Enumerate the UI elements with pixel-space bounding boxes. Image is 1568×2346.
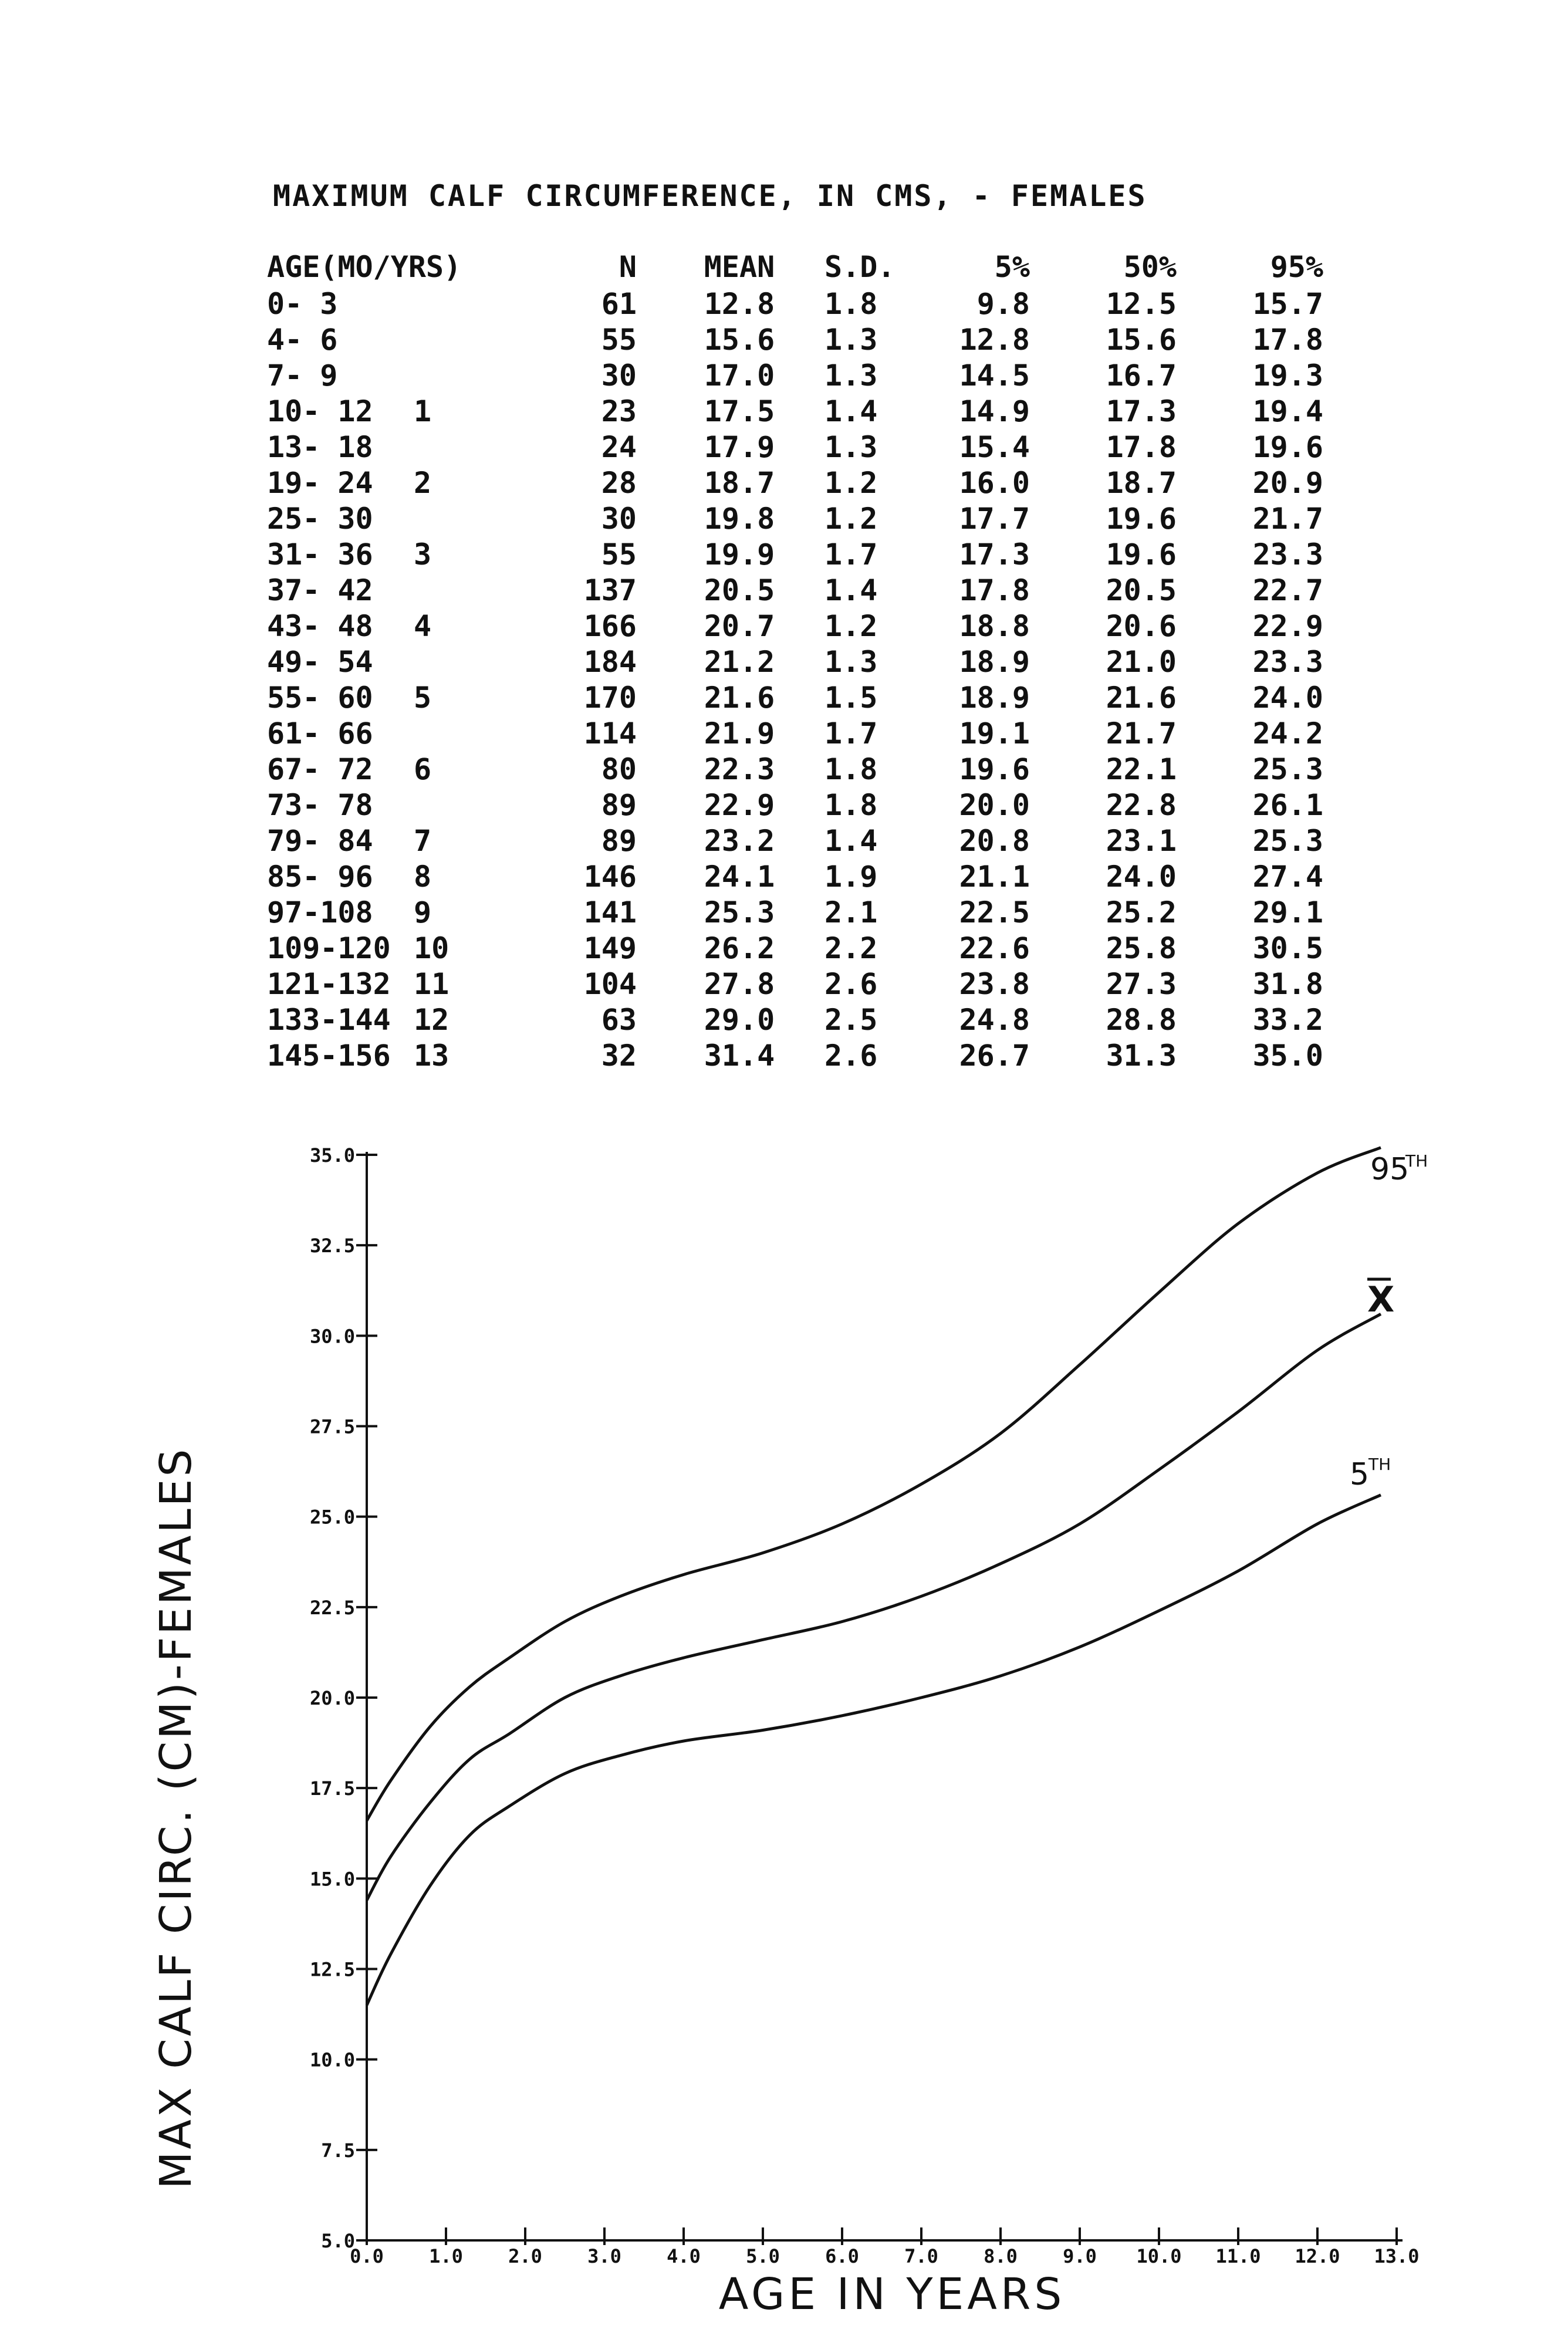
cell-p50: 17.8 [1106,430,1177,464]
y-tick-label: 30.0 [309,1325,355,1348]
y-tick-label: 7.5 [321,2139,355,2162]
x-tick-label: 13.0 [1374,2245,1420,2267]
y-tick-label: 25.0 [309,1506,355,1529]
cell-sd: 1.7 [824,716,878,751]
cell-n: 104 [583,967,637,1001]
cell-p5: 17.8 [959,573,1030,607]
cell-p50: 22.8 [1106,788,1177,822]
age-years: 6 [414,752,432,786]
cell-n: 61 [601,287,637,321]
cell-n: 55 [601,323,637,357]
x-tick-label: 6.0 [825,2245,859,2267]
cell-mean: 22.3 [704,752,775,786]
age-months: 31- 36 [267,538,373,572]
table-title: MAXIMUM CALF CIRCUMFERENCE, IN CMS, - FEMALES [273,179,1147,213]
cell-p50: 19.6 [1106,502,1177,536]
cell-p5: 18.9 [959,645,1030,679]
cell-sd: 2.1 [824,895,878,929]
cell-mean: 21.6 [704,681,775,715]
cell-p95: 24.0 [1252,681,1323,715]
cell-mean: 24.1 [704,860,775,894]
cell-mean: 15.6 [704,323,775,357]
age-months: 109-120 [267,931,391,965]
age-months: 145-156 [267,1039,391,1073]
cell-sd: 1.2 [824,466,878,500]
age-months: 49- 54 [267,645,373,679]
y-tick-label: 20.0 [309,1687,355,1709]
cell-n: 184 [583,645,637,679]
cell-p95: 23.3 [1252,538,1323,572]
age-years: 8 [414,860,432,894]
cell-sd: 1.2 [824,609,878,643]
cell-n: 146 [583,860,637,894]
cell-n: 30 [601,502,637,536]
y-tick-label: 5.0 [321,2230,355,2252]
cell-p50: 23.1 [1106,824,1177,858]
y-tick-label: 22.5 [309,1596,355,1619]
label-95th: 95 [1370,1152,1410,1187]
age-years: 2 [414,466,432,500]
cell-p5: 23.8 [959,967,1030,1001]
age-years: 1 [414,394,432,428]
age-months: 25- 30 [267,502,373,536]
label-95th-suffix: TH [1405,1151,1428,1171]
cell-p50: 21.6 [1106,681,1177,715]
cell-p50: 15.6 [1106,323,1177,357]
cell-n: 28 [601,466,637,500]
y-tick-label: 15.0 [309,1868,355,1891]
cell-n: 23 [601,394,637,428]
cell-p5: 20.0 [959,788,1030,822]
cell-p50: 21.0 [1106,645,1177,679]
age-years: 4 [414,609,432,643]
age-months: 37- 42 [267,573,373,607]
age-years: 11 [414,967,450,1001]
cell-sd: 1.4 [824,573,878,607]
cell-p95: 20.9 [1252,466,1323,500]
x-tick-label: 3.0 [587,2245,621,2267]
age-months: 73- 78 [267,788,373,822]
age-months: 7- 9 [267,359,338,393]
cell-mean: 27.8 [704,967,775,1001]
cell-p5: 21.1 [959,860,1030,894]
cell-mean: 17.0 [704,359,775,393]
age-years: 10 [414,931,450,965]
cell-p95: 19.4 [1252,394,1323,428]
cell-p50: 16.7 [1106,359,1177,393]
label-5th-suffix: TH [1368,1455,1391,1474]
cell-n: 80 [601,752,637,786]
cell-sd: 1.7 [824,538,878,572]
age-months: 67- 72 [267,752,373,786]
cell-p5: 17.7 [959,502,1030,536]
cell-p95: 19.3 [1252,359,1323,393]
cell-p50: 12.5 [1106,287,1177,321]
cell-p95: 21.7 [1252,502,1323,536]
cell-p50: 27.3 [1106,967,1177,1001]
age-months: 0- 3 [267,287,338,321]
cell-p5: 18.8 [959,609,1030,643]
cell-mean: 18.7 [704,466,775,500]
cell-sd: 1.4 [824,394,878,428]
cell-mean: 31.4 [704,1039,775,1073]
y-tick-label: 12.5 [309,1958,355,1981]
header-p95: 95% [1270,249,1323,284]
cell-p5: 14.9 [959,394,1030,428]
y-axis-label: MAX CALF CIRC. (CM)-FEMALES [151,1446,201,2189]
cell-p5: 19.1 [959,716,1030,751]
cell-n: 63 [601,1003,637,1037]
cell-sd: 2.2 [824,931,878,965]
cell-mean: 22.9 [704,788,775,822]
cell-p5: 9.8 [976,287,1030,321]
cell-n: 149 [583,931,637,965]
x-tick-label: 2.0 [508,2245,542,2267]
cell-p5: 22.6 [959,931,1030,965]
age-years: 12 [414,1003,450,1037]
cell-p5: 26.7 [959,1039,1030,1073]
age-years: 7 [414,824,432,858]
cell-p5: 18.9 [959,681,1030,715]
x-tick-label: 9.0 [1063,2245,1097,2267]
cell-n: 114 [583,716,637,751]
x-tick-label: 8.0 [984,2245,1018,2267]
age-months: 4- 6 [267,323,338,357]
cell-p95: 33.2 [1252,1003,1323,1037]
label-5th: 5 [1350,1457,1370,1492]
cell-p95: 22.9 [1252,609,1323,643]
cell-p5: 20.8 [959,824,1030,858]
header-sd: S.D. [824,249,895,284]
cell-p5: 22.5 [959,895,1030,929]
cell-p95: 30.5 [1252,931,1323,965]
cell-p95: 23.3 [1252,645,1323,679]
cell-p50: 31.3 [1106,1039,1177,1073]
x-axis-label: AGE IN YEARS [718,2269,1066,2320]
cell-n: 55 [601,538,637,572]
cell-p5: 24.8 [959,1003,1030,1037]
mean-curve [367,1314,1381,1900]
cell-sd: 1.8 [824,287,878,321]
cell-p95: 17.8 [1252,323,1323,357]
x-tick-label: 5.0 [746,2245,780,2267]
cell-mean: 12.8 [704,287,775,321]
cell-sd: 1.8 [824,752,878,786]
cell-mean: 17.5 [704,394,775,428]
cell-p50: 28.8 [1106,1003,1177,1037]
cell-n: 24 [601,430,637,464]
cell-p50: 17.3 [1106,394,1177,428]
percentile-5-curve [367,1495,1381,2006]
percentile-95-curve [367,1148,1381,1821]
cell-mean: 20.7 [704,609,775,643]
y-tick-label: 32.5 [309,1235,355,1257]
cell-n: 89 [601,788,637,822]
cell-p50: 18.7 [1106,466,1177,500]
cell-sd: 1.8 [824,788,878,822]
cell-n: 89 [601,824,637,858]
age-months: 43- 48 [267,609,373,643]
age-years: 3 [414,538,432,572]
cell-mean: 23.2 [704,824,775,858]
cell-p50: 25.8 [1106,931,1177,965]
cell-mean: 19.9 [704,538,775,572]
cell-p50: 19.6 [1106,538,1177,572]
cell-mean: 21.2 [704,645,775,679]
cell-mean: 17.9 [704,430,775,464]
cell-mean: 25.3 [704,895,775,929]
cell-p95: 15.7 [1252,287,1323,321]
cell-p5: 12.8 [959,323,1030,357]
y-tick-label: 17.5 [309,1777,355,1800]
cell-n: 141 [583,895,637,929]
age-years: 5 [414,681,432,715]
cell-sd: 1.3 [824,359,878,393]
cell-p50: 25.2 [1106,895,1177,929]
cell-n: 170 [583,681,637,715]
x-tick-label: 11.0 [1215,2245,1261,2267]
cell-mean: 29.0 [704,1003,775,1037]
cell-p50: 20.6 [1106,609,1177,643]
x-tick-label: 10.0 [1136,2245,1182,2267]
header-mean: MEAN [704,249,775,284]
cell-sd: 1.2 [824,502,878,536]
y-tick-label: 10.0 [309,2048,355,2071]
cell-p95: 29.1 [1252,895,1323,929]
label-mean: X [1367,1279,1395,1320]
cell-sd: 1.4 [824,824,878,858]
header-n: N [619,249,637,284]
cell-p95: 25.3 [1252,824,1323,858]
cell-p95: 31.8 [1252,967,1323,1001]
x-tick-label: 0.0 [350,2245,384,2267]
cell-sd: 1.3 [824,323,878,357]
cell-p50: 22.1 [1106,752,1177,786]
cell-sd: 2.5 [824,1003,878,1037]
cell-p95: 35.0 [1252,1039,1323,1073]
cell-p95: 19.6 [1252,430,1323,464]
cell-n: 32 [601,1039,637,1073]
cell-p5: 15.4 [959,430,1030,464]
header-p50: 50% [1123,249,1177,284]
age-months: 79- 84 [267,824,373,858]
cell-p50: 21.7 [1106,716,1177,751]
cell-sd: 1.3 [824,430,878,464]
header-p5: 5% [994,249,1030,284]
cell-p5: 16.0 [959,466,1030,500]
cell-sd: 2.6 [824,967,878,1001]
cell-mean: 19.8 [704,502,775,536]
cell-n: 30 [601,359,637,393]
age-years: 13 [414,1039,450,1073]
cell-p50: 24.0 [1106,860,1177,894]
cell-p5: 17.3 [959,538,1030,572]
x-tick-label: 7.0 [904,2245,938,2267]
cell-sd: 1.5 [824,681,878,715]
cell-sd: 1.3 [824,645,878,679]
age-months: 61- 66 [267,716,373,751]
x-tick-label: 4.0 [667,2245,701,2267]
x-tick-label: 1.0 [429,2245,463,2267]
age-months: 13- 18 [267,430,373,464]
age-months: 97-108 [267,895,373,929]
cell-n: 166 [583,609,637,643]
cell-p95: 24.2 [1252,716,1323,751]
age-months: 133-144 [267,1003,391,1037]
age-years: 9 [414,895,432,929]
cell-p95: 27.4 [1252,860,1323,894]
cell-sd: 1.9 [824,860,878,894]
cell-mean: 20.5 [704,573,775,607]
cell-p95: 25.3 [1252,752,1323,786]
cell-sd: 2.6 [824,1039,878,1073]
cell-mean: 26.2 [704,931,775,965]
cell-n: 137 [583,573,637,607]
y-tick-label: 35.0 [309,1144,355,1167]
cell-mean: 21.9 [704,716,775,751]
y-tick-label: 27.5 [309,1415,355,1438]
cell-p50: 20.5 [1106,573,1177,607]
age-months: 85- 96 [267,860,373,894]
cell-p5: 14.5 [959,359,1030,393]
cell-p95: 22.7 [1252,573,1323,607]
header-age: AGE(MO/YRS) [267,249,462,284]
cell-p95: 26.1 [1252,788,1323,822]
cell-p5: 19.6 [959,752,1030,786]
x-tick-label: 12.0 [1295,2245,1340,2267]
age-months: 10- 12 [267,394,373,428]
age-months: 121-132 [267,967,391,1001]
age-months: 19- 24 [267,466,373,500]
age-months: 55- 60 [267,681,373,715]
